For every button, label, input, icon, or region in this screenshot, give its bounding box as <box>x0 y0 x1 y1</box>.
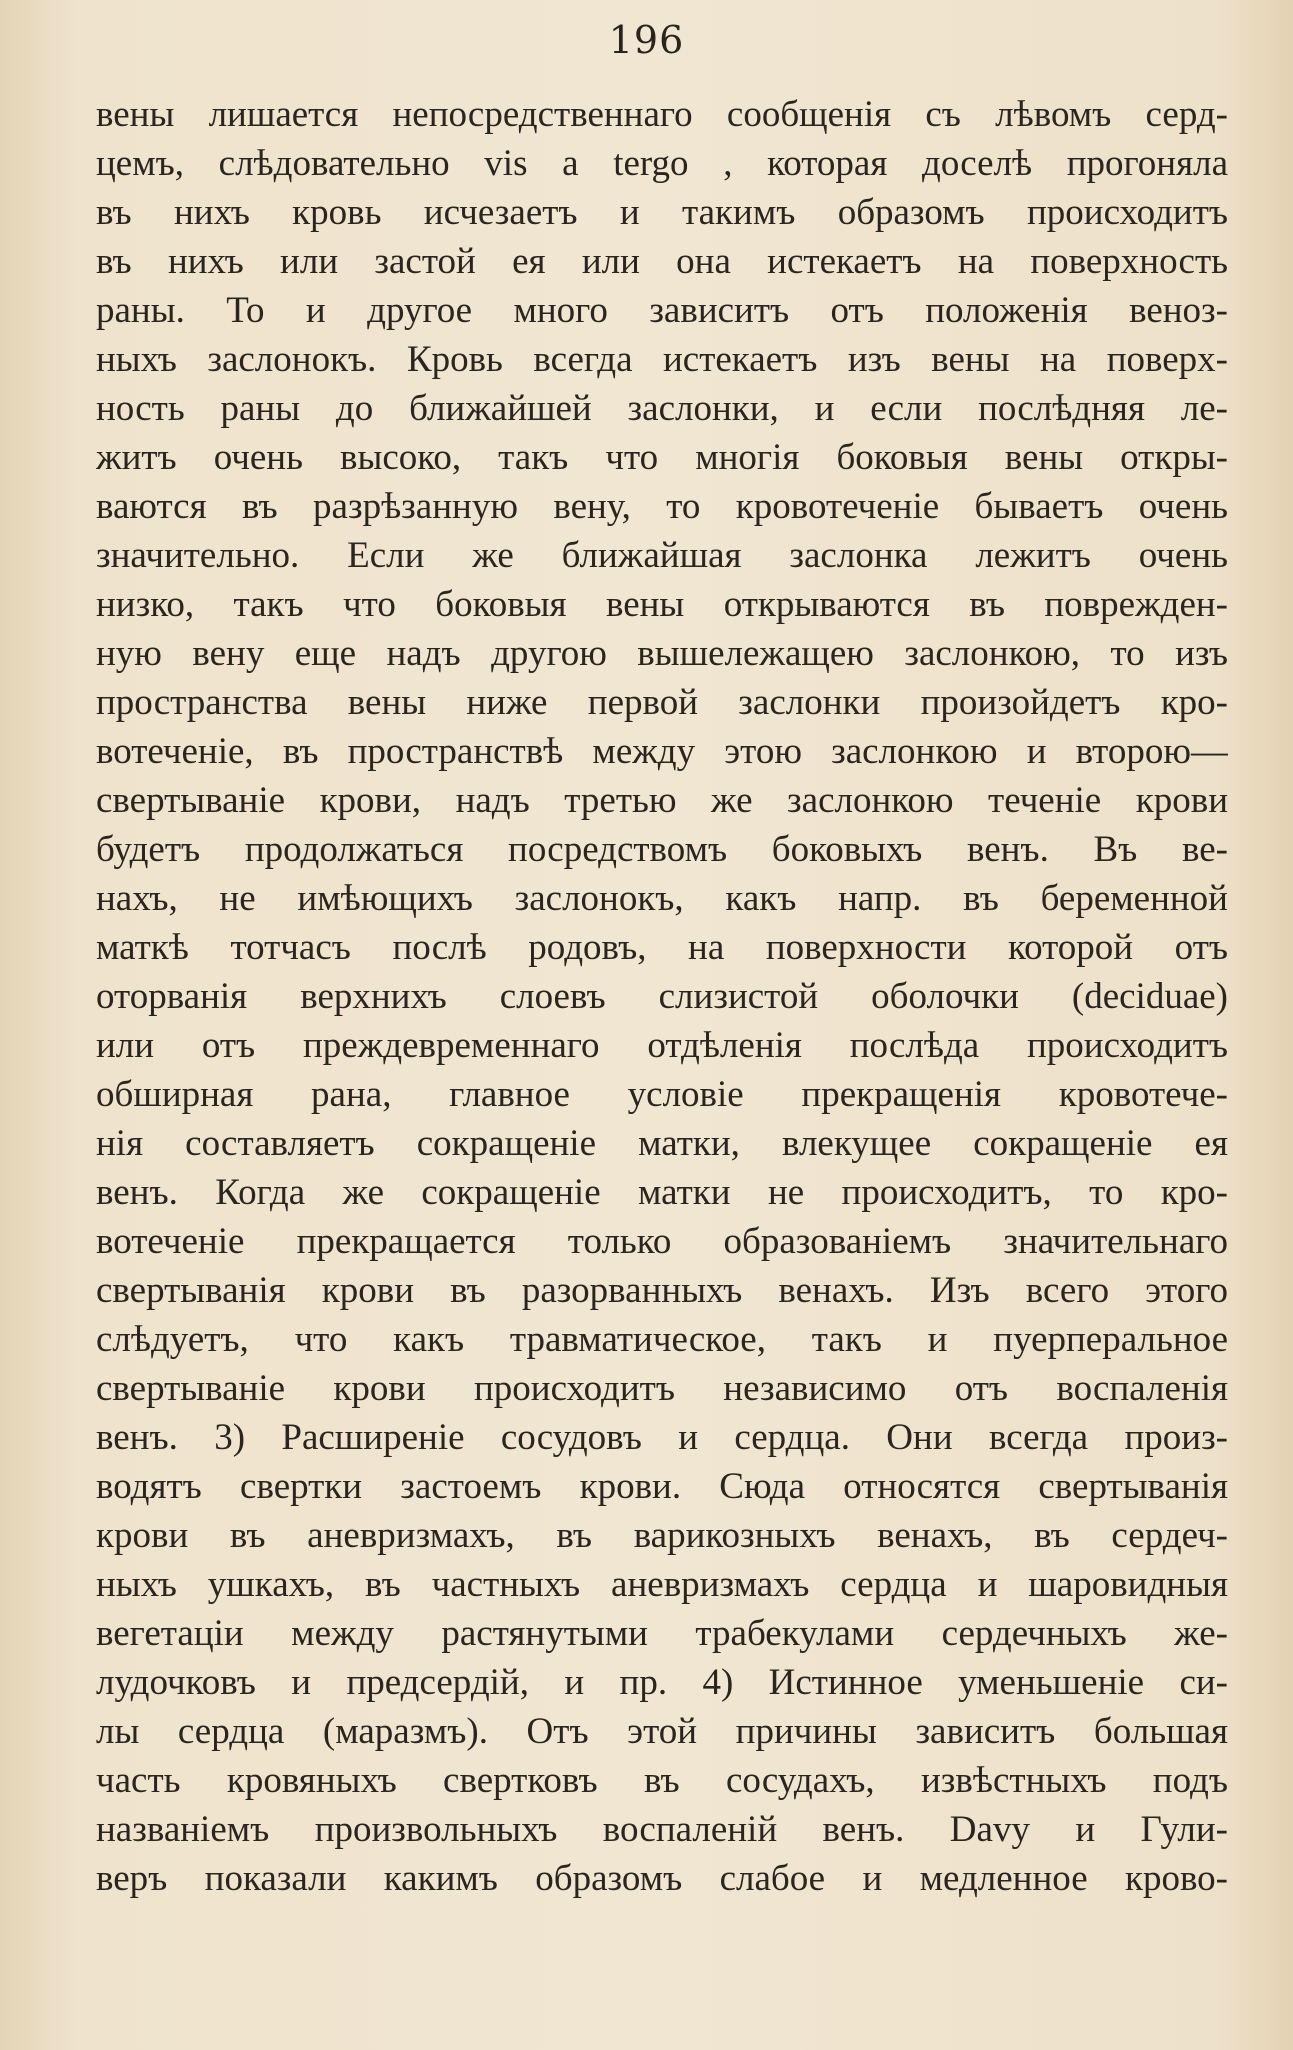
text-line: раны. То и другое много зависитъ отъ положенія веноз- <box>96 290 1228 331</box>
text-line: свертыванія крови въ разорванныхъ венахъ. Изъ всего этого <box>96 1270 1228 1311</box>
text-line: или отъ преждевременнаго отдѣленія послѣда происходитъ <box>96 1025 1228 1066</box>
text-line: крови въ аневризмахъ, въ варикозныхъ венахъ, въ сердеч- <box>96 1515 1228 1556</box>
text-line: низко, такъ что боковыя вены открываются въ поврежден- <box>96 584 1228 625</box>
text-line: свертываніе крови происходитъ независимо отъ воспаленія <box>96 1368 1228 1409</box>
text-line: часть кровяныхъ свертковъ въ сосудахъ, извѣстныхъ подъ <box>96 1760 1228 1801</box>
text-line: житъ очень высоко, такъ что многія боковыя вены откры- <box>96 437 1228 478</box>
text-line: въ нихъ кровь исчезаетъ и такимъ образомъ происходитъ <box>96 192 1228 233</box>
text-line: маткѣ тотчасъ послѣ родовъ, на поверхности которой отъ <box>96 927 1228 968</box>
text-line: лудочковъ и предсердій, и пр. 4) Истинное уменьшеніе си- <box>96 1662 1228 1703</box>
text-line: значительно. Если же ближайшая заслонка лежитъ очень <box>96 535 1228 576</box>
text-line: водятъ свертки застоемъ крови. Сюда относятся свертыванія <box>96 1466 1228 1507</box>
text-line: венъ. Когда же сокращеніе матки не происходитъ, то кро- <box>96 1172 1228 1213</box>
body-text <box>96 90 1228 1903</box>
text-line: венъ. 3) Расширеніе сосудовъ и сердца. Они всегда произ- <box>96 1417 1228 1458</box>
text-line: ныхъ ушкахъ, въ частныхъ аневризмахъ сердца и шаровидныя <box>96 1564 1228 1605</box>
text-line: ность раны до ближайшей заслонки, и если послѣдняя лe- <box>96 388 1228 429</box>
text-line: названіемъ произвольныхъ воспаленій венъ. Davy и Гули- <box>96 1809 1228 1850</box>
text-line: ваются въ разрѣзанную вену, то кровотеченіе бываетъ очень <box>96 486 1228 527</box>
text-line: пространства вены ниже первой заслонки произойдетъ кро- <box>96 682 1228 723</box>
text-line: нахъ, не имѣющихъ заслонокъ, какъ напр. въ беременной <box>96 878 1228 919</box>
text-line: обширная рана, главное условіе прекращенія кровотече- <box>96 1074 1228 1115</box>
text-line: вегетаціи между растянутыми трабекулами сердечныхъ же- <box>96 1613 1228 1654</box>
text-line: ныхъ заслонокъ. Кровь всегда истекаетъ изъ вены на поверх- <box>96 339 1228 380</box>
text-line: цемъ, слѣдовательно vis a tergo , которая доселѣ прогоняла <box>96 143 1228 184</box>
text-line: лы сердца (маразмъ). Отъ этой причины зависитъ большая <box>96 1711 1228 1752</box>
text-line: ную вену еще надъ другою вышележащею заслонкою, то изъ <box>96 633 1228 674</box>
text-line: вотеченіе прекращается только образованіемъ значительнаго <box>96 1221 1228 1262</box>
page-number: 196 <box>608 18 685 62</box>
text-line: вены лишается непосредственнаго сообщенія съ лѣвомъ серд- <box>96 94 1228 135</box>
text-line: нія составляетъ сокращеніе матки, влекущее сокращеніе ея <box>96 1123 1228 1164</box>
text-line: оторванія верхнихъ слоевъ слизистой оболочки (deciduae) <box>96 976 1228 1017</box>
text-line: свертываніе крови, надъ третью же заслонкою теченіе крови <box>96 780 1228 821</box>
text-line: въ нихъ или застой ея или она истекаетъ на поверхность <box>96 241 1228 282</box>
text-line: веръ показали какимъ образомъ слабое и медленное крово- <box>96 1858 1228 1899</box>
text-line: будетъ продолжаться посредствомъ боковыхъ венъ. Въ ве- <box>96 829 1228 870</box>
text-line: вотеченіе, въ пространствѣ между этою заслонкою и второю— <box>96 731 1228 772</box>
text-line: слѣдуетъ, что какъ травматическое, такъ и пуерперальное <box>96 1319 1228 1360</box>
